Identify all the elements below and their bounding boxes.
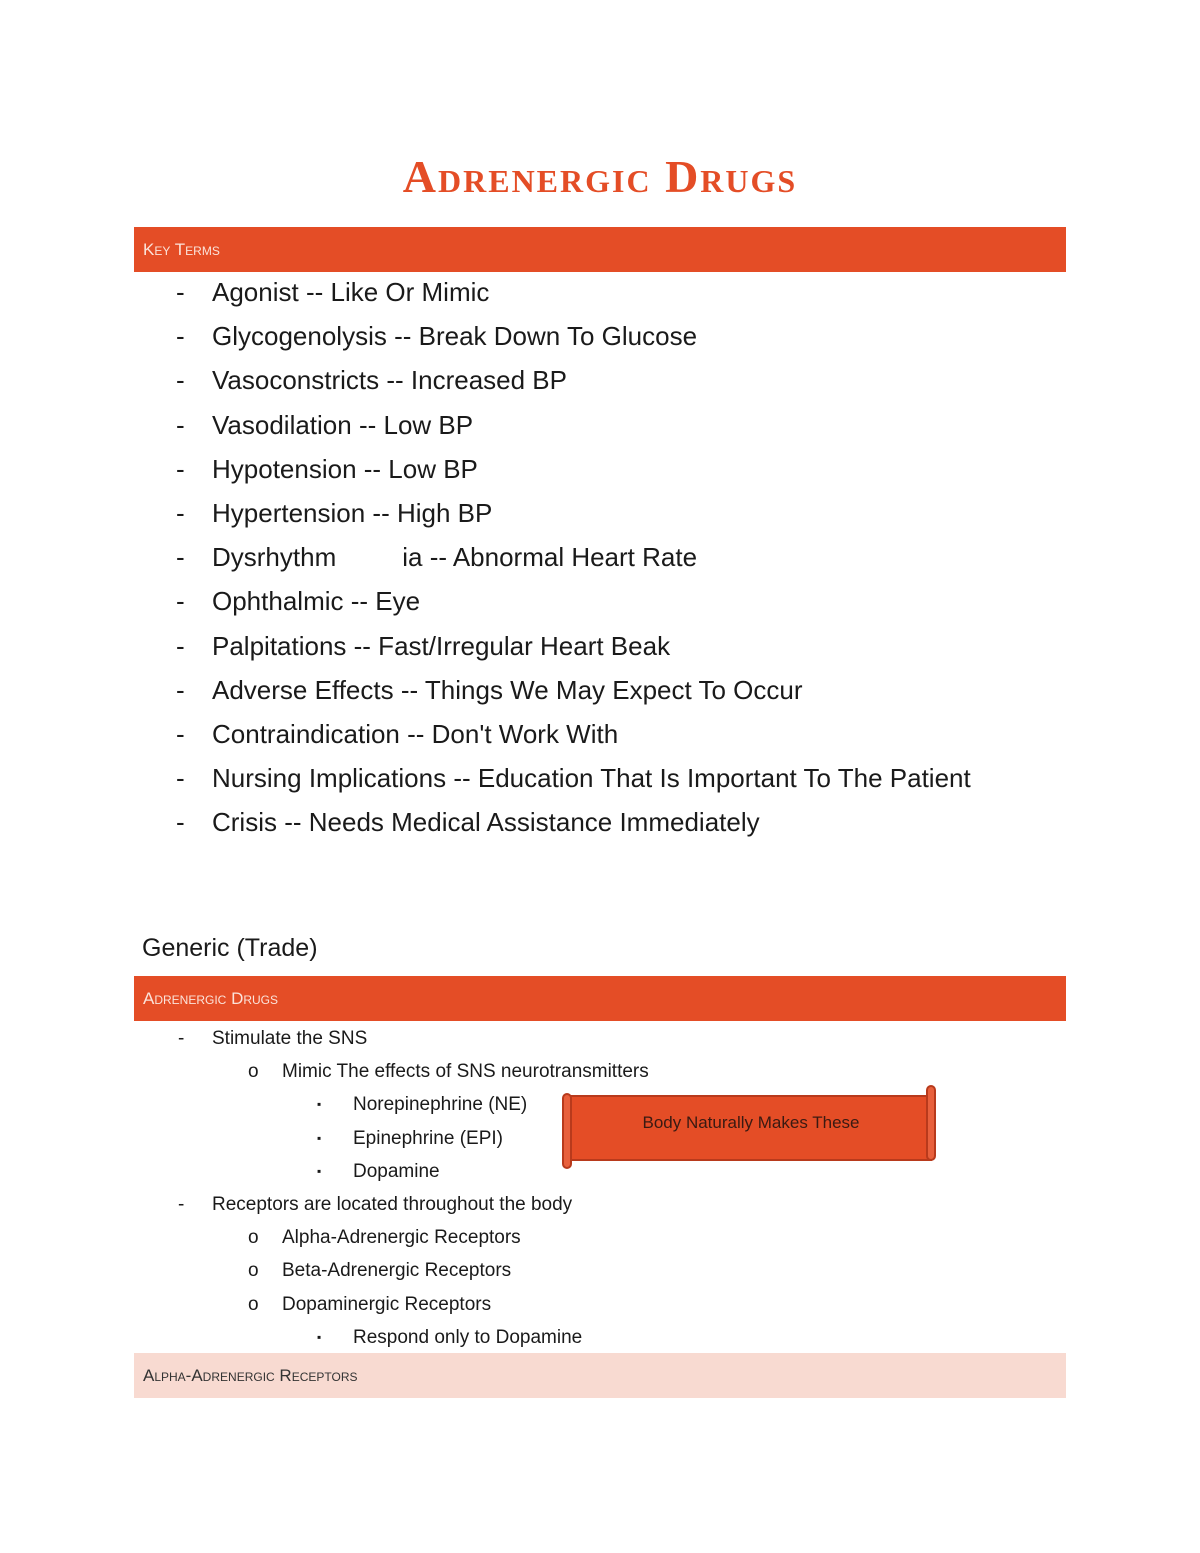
dash-bullet: - [176, 365, 185, 396]
key-term-item: - Agonist -- Like Or Mimic [176, 270, 1042, 314]
circle-bullet: o [248, 1227, 259, 1249]
dash-bullet: - [176, 498, 185, 529]
key-term-item: - Palpitations -- Fast/Irregular Heart Beak [176, 624, 1042, 668]
key-term-item: - Hypotension -- Low BP [176, 447, 1042, 491]
key-term-item: - Hypertension -- High BP [176, 491, 1042, 535]
dash-bullet: - [176, 321, 185, 352]
alpha-adrenergic-banner: Alpha-Adrenergic Receptors [134, 1353, 1066, 1398]
square-bullet: ▪ [317, 1130, 322, 1145]
circle-bullet: o [248, 1061, 259, 1083]
square-bullet: ▪ [317, 1163, 322, 1178]
adrenergic-drugs-banner: Adrenergic Drugs [134, 976, 1066, 1021]
key-term-item: - Vasodilation -- Low BP [176, 403, 1042, 447]
circle-bullet: o [248, 1260, 259, 1282]
key-terms-list [176, 270, 1042, 845]
dash-bullet: - [178, 1028, 185, 1049]
dash-bullet: - [176, 674, 185, 705]
dash-bullet: - [176, 807, 185, 838]
dash-bullet: - [176, 630, 185, 661]
key-term-item: - Contraindication -- Don't Work With [176, 712, 1042, 756]
key-term-item: - Dysrhythm ia -- Abnormal Heart Rate [176, 535, 1042, 579]
dash-bullet: - [176, 719, 185, 750]
document-title: Adrenergic Drugs [402, 151, 798, 202]
dash-bullet: - [176, 586, 185, 617]
dash-bullet: - [176, 542, 185, 573]
callout-scroll [561, 1084, 937, 1172]
dash-bullet: - [176, 763, 185, 794]
dash-bullet: - [176, 277, 185, 307]
key-term-item: - Glycogenolysis -- Break Down To Glucose [176, 314, 1042, 358]
dash-bullet: - [176, 453, 185, 484]
circle-bullet: o [248, 1293, 259, 1315]
callout-text: Body Naturally Makes These [642, 1113, 860, 1132]
square-bullet: ▪ [317, 1097, 322, 1112]
generic-trade-heading: Generic (Trade) [142, 934, 318, 962]
key-term-item: - Vasoconstricts -- Increased BP [176, 358, 1042, 402]
key-terms-banner: Key Terms [134, 227, 1066, 272]
key-term-item: - Ophthalmic -- Eye [176, 579, 1042, 623]
key-term-item: - Nursing Implications -- Education That Is Important To The Patient [176, 756, 1042, 800]
dash-bullet: - [176, 409, 185, 440]
square-bullet: ▪ [317, 1329, 322, 1344]
dash-bullet: - [178, 1193, 185, 1215]
key-term-item: - Crisis -- Needs Medical Assistance Immediately [176, 800, 1042, 844]
key-term-item: - Adverse Effects -- Things We May Expect To Occur [176, 668, 1042, 712]
